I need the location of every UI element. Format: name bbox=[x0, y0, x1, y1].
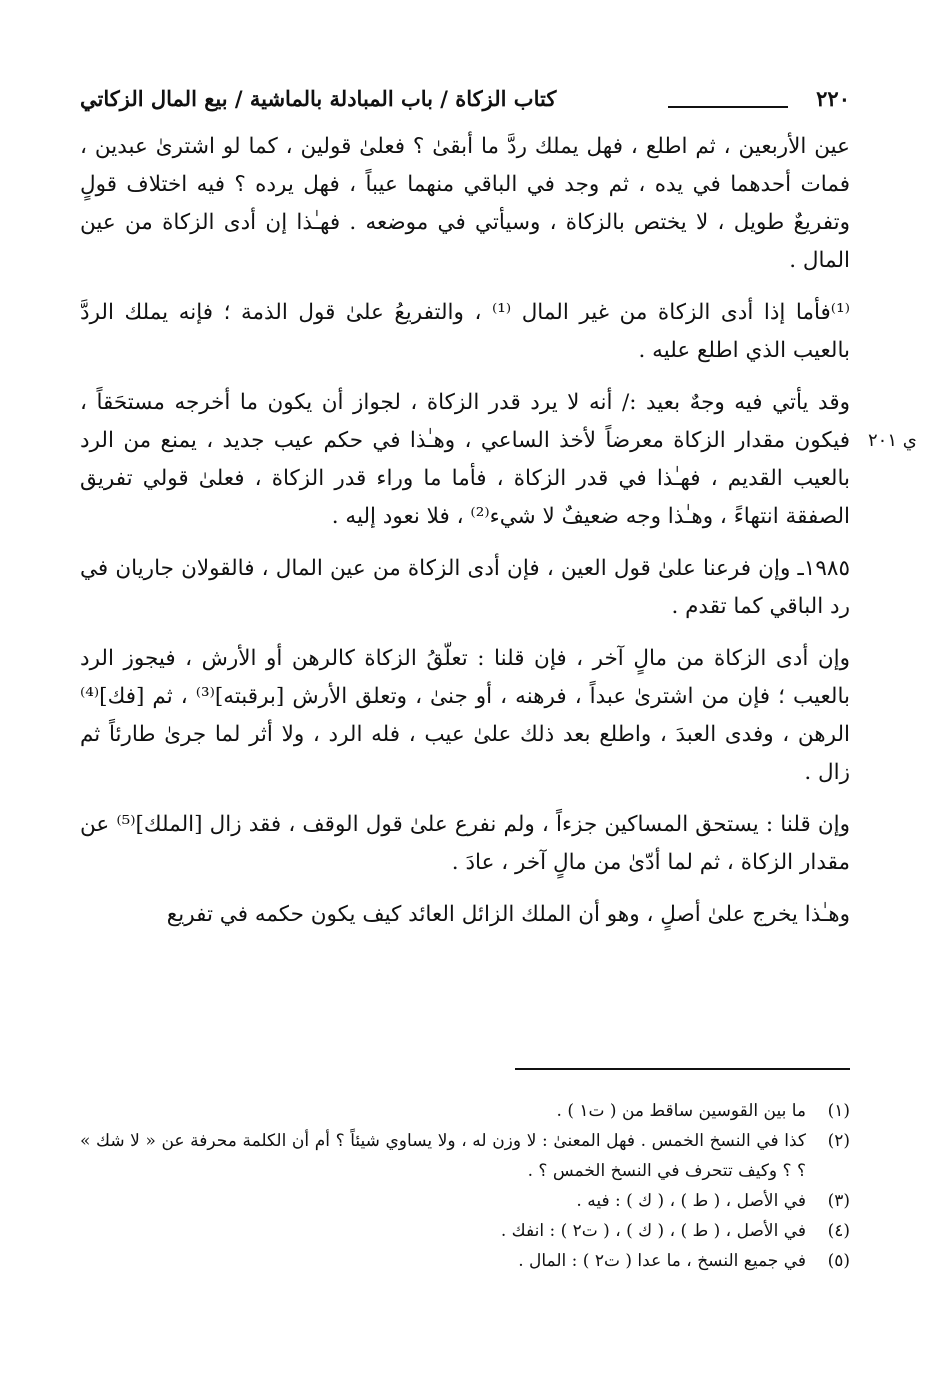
footnote-number: (٤) bbox=[827, 1221, 850, 1241]
footnote-separator bbox=[515, 1068, 850, 1070]
margin-folio-note: ي ٢٠١ bbox=[868, 430, 917, 451]
paragraph: عين الأربعين ، ثم اطلع ، فهل يملك ردَّ ما أبقىٰ ؟ فعلىٰ قولين ، كما لو اشترىٰ عبدين ، فمات أحدهما في يده ، ثم وجد في الباقي منهما عيباً ، فهل يرده ؟ فيه اختلاف قولٍ وتفريعٌ طويل ، لا يختص بالزكاة ، وسيأتي في موضعه . فهـٰذا إن أدى الزكاة من عين المال . bbox=[80, 134, 850, 273]
footnote-number: (٥) bbox=[827, 1251, 850, 1271]
running-header bbox=[80, 82, 850, 116]
footnote bbox=[80, 1096, 850, 1126]
footnote bbox=[80, 1186, 850, 1216]
page-number: ٢٢٠ bbox=[816, 86, 850, 111]
paragraph: ⁽¹⁾فأما إذا أدى الزكاة من غير المال ⁽¹⁾ ، والتفريعُ علىٰ قول الذمة ؛ فإنه يملك الردَّ بالعيب الذي اطلع عليه . bbox=[80, 300, 850, 363]
footnote-number: (٢) bbox=[827, 1131, 850, 1151]
footnote-text: في الأصل ، ( ط ) ، ( ك ) : فيه . bbox=[576, 1191, 806, 1211]
footnote-number: (١) bbox=[827, 1101, 850, 1121]
main-text bbox=[80, 128, 850, 948]
footnote-text: في الأصل ، ( ط ) ، ( ك ) ، ( ت٢ ) : انفك . bbox=[500, 1221, 806, 1241]
footnote-number: (٣) bbox=[827, 1191, 850, 1211]
paragraph: ١٩٨٥ـ وإن فرعنا علىٰ قول العين ، فإن أدى الزكاة من عين المال ، فالقولان جاريان في رد الباقي كما تقدم . bbox=[80, 556, 850, 619]
footnote-text: كذا في النسخ الخمس . فهل المعنىٰ : لا وزن له ، ولا يساوي شيئاً ؟ أم أن الكلمة محرفة عن « لا شك » ؟ ؟ وكيف تتحرف في النسخ الخمس ؟ . bbox=[80, 1131, 806, 1181]
footnote bbox=[80, 1216, 850, 1246]
paragraph: وإن أدى الزكاة من مالٍ آخر ، فإن قلنا : تعلّقُ الزكاة كالرهن أو الأرش ، فيجوز الرد بالعيب ؛ فإن من اشترىٰ عبداً ، فرهنه ، أو جنىٰ ، وتعلق الأرش [برقبته]⁽³⁾ ، ثم [فك]⁽⁴⁾ الرهن ، وفدى العبدَ ، واطلع بعد ذلك علىٰ عيب ، فله الرد ، ولا أثر لما جرىٰ طارئاً ثم زال . bbox=[80, 646, 851, 785]
paragraph: وإن قلنا : يستحق المساكين جزءاً ، ولم نفرع علىٰ قول الوقف ، فقد زال [الملك]⁽⁵⁾ عن مقدار الزكاة ، ثم لما أدّىٰ من مالٍ آخر ، عادَ . bbox=[80, 812, 850, 875]
running-title: كتاب الزكاة / باب المبادلة بالماشية / بيع المال الزكاتي bbox=[80, 86, 557, 111]
footnotes bbox=[80, 1096, 850, 1276]
footnote-text: ما بين القوسين ساقط من ( ت١ ) . bbox=[556, 1101, 806, 1121]
footnote bbox=[80, 1126, 850, 1186]
footnote bbox=[80, 1246, 850, 1276]
paragraph: وقد يأتي فيه وجهٌ بعيد :/ أنه لا يرد قدر الزكاة ، لجواز أن يكون ما أخرجه مستحَقاً ، فيكون مقدار الزكاة معرضاً لأخذ الساعي ، وهـٰذا في حكم عيب جديد ، يمنع من الرد بالعيب القديم ، فهـٰذا في قدر الزكاة ، فأما ما وراء قدر الزكاة ، فعلىٰ قولي تفريق الصفقة انتهاءً ، وهـٰذا وجه ضعيفٌ لا شيء⁽²⁾ ، فلا نعود إليه . bbox=[80, 390, 850, 529]
footnote-text: في جميع النسخ ، ما عدا ( ت٢ ) : المال . bbox=[518, 1251, 806, 1271]
header-rule bbox=[668, 106, 788, 108]
paragraph: وهـٰذا يخرج علىٰ أصلٍ ، وهو أن الملك الزائل العائد كيف يكون حكمه في تفريع bbox=[166, 902, 850, 927]
